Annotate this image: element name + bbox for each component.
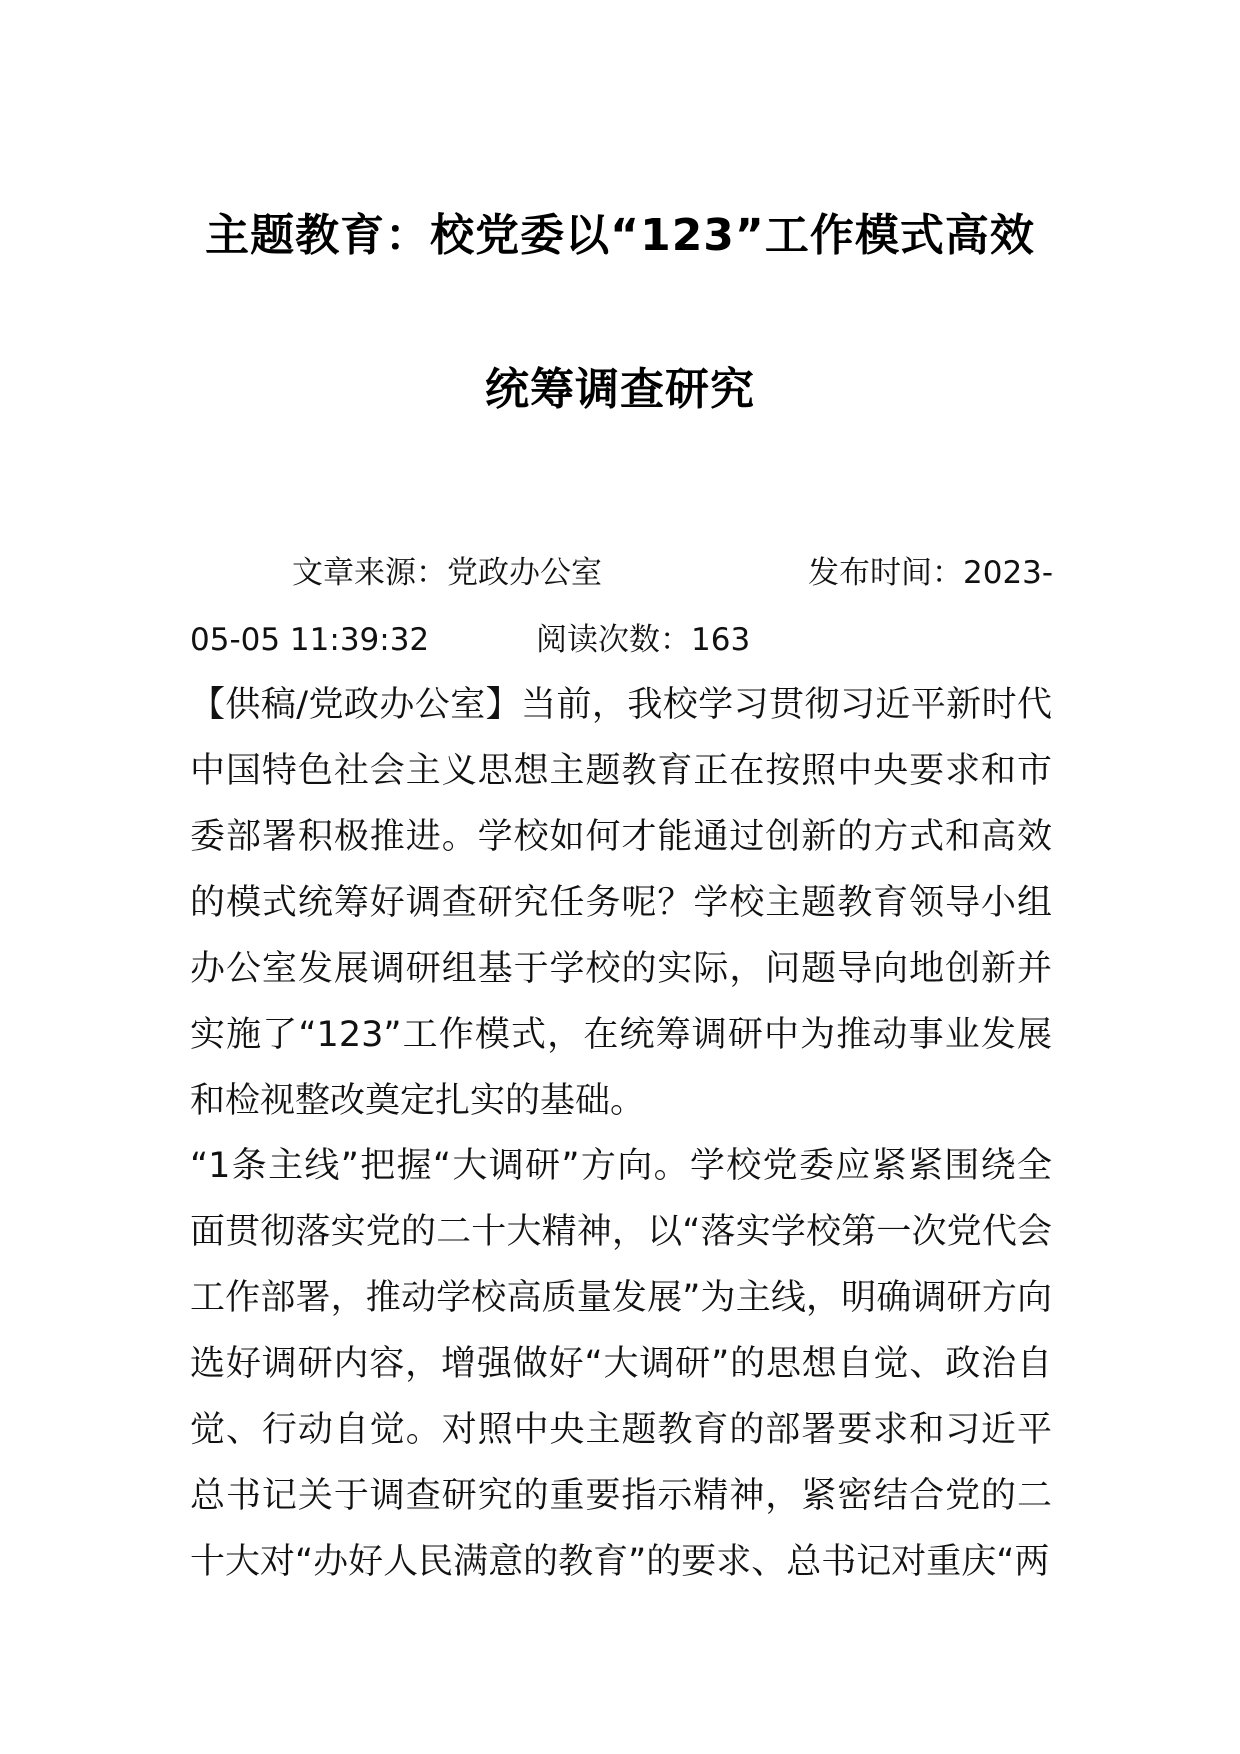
article-source: 文章来源：党政办公室 xyxy=(292,555,602,591)
paragraph-main-line: “1条主线”把握“大调研”方向。学校党委应紧紧围绕全面贯彻落实党的二十大精神，以“落实学校第一次党代会工作部署，推动学校高质量发展”为主线，明确调研方向选好调研内容，增强做好“大调研”的思想自觉、政治自觉、行动自觉。对照中央主题教育的部署要求和习近平总书记关于调查研究的重要指示精神，紧密结合党的二十大对“办好人民满意的教育”的要求、总书记对重庆“两 xyxy=(190,1146,1052,1582)
title-line-2: 统筹调查研究 xyxy=(485,364,755,415)
title-line-1: 主题教育：校党委以“123”工作模式高效 xyxy=(205,210,1035,261)
read-count: 阅读次数：163 xyxy=(536,622,751,658)
paragraph-intro: 【供稿/党政办公室】当前，我校学习贯彻习近平新时代中国特色社会主义思想主题教育正在按照中央要求和市委部署积极推进。学校如何才能通过创新的方式和高效的模式统筹好调查研究任务呢？学校主题教育领导小组办公室发展调研组基于学校的实际，问题导向地创新并实施了“123”工作模式，在统筹调研中为推动事业发展和检视整改奠定扎实的基础。 xyxy=(190,685,1052,1121)
publish-time: 发布时间：2023- xyxy=(808,555,1054,591)
publish-time-continued: 05-05 11:39:32 xyxy=(190,622,430,658)
